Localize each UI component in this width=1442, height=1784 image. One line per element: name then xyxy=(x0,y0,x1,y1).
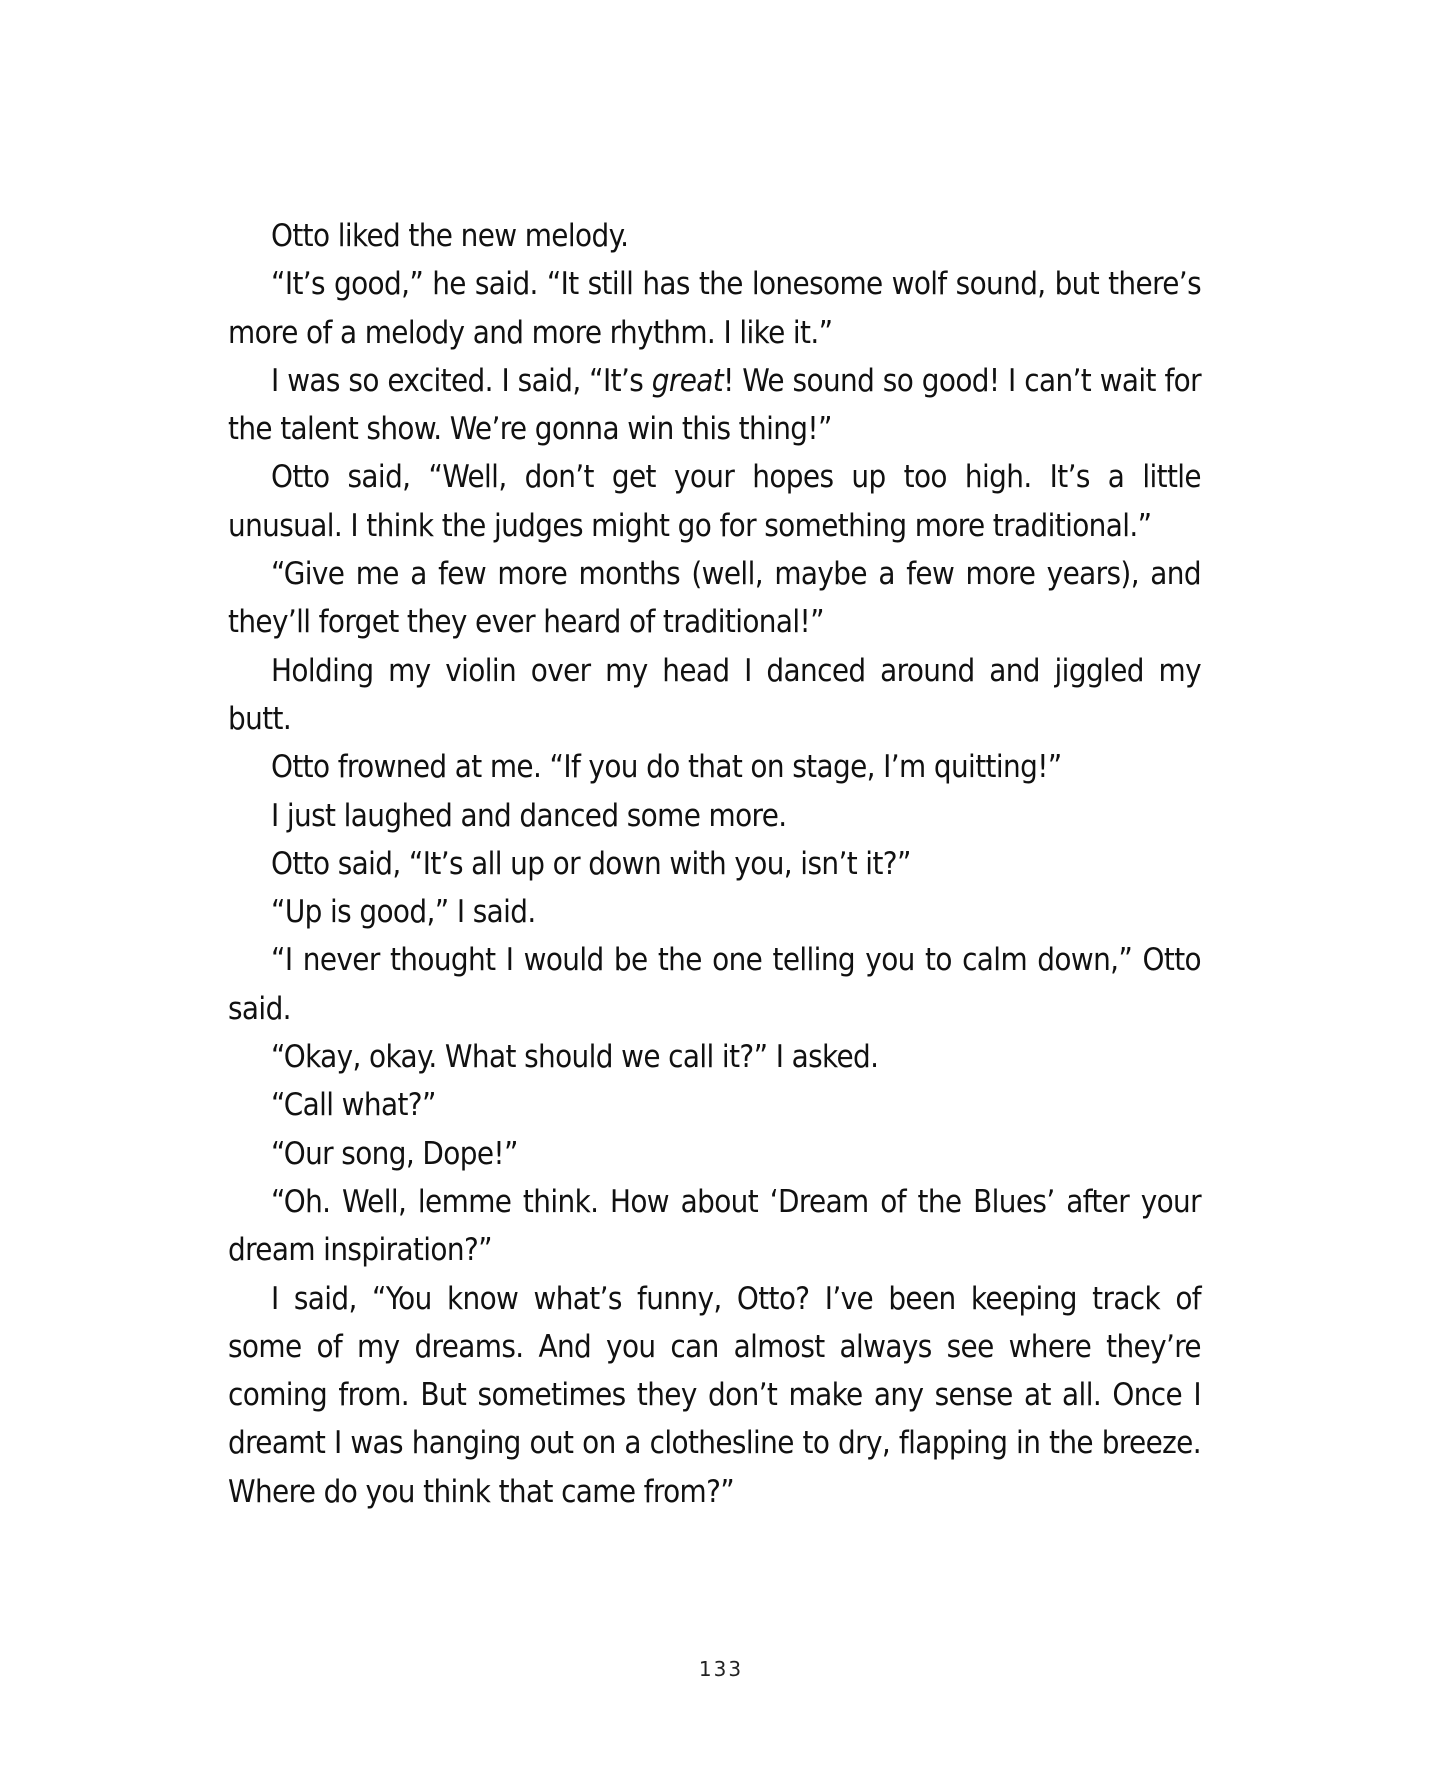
paragraph: “It’s good,” he said. “It still has the lonesome wolf sound, but there’s more of a melody and more rhythm. I like it.” xyxy=(228,266,1201,351)
paragraph: “Give me a few more months (well, maybe a few more years), and they’ll forget they ever heard of traditional!” xyxy=(228,556,1201,641)
emphasis-text: great xyxy=(651,362,724,399)
paragraph: “Call what?” xyxy=(271,1087,436,1124)
paragraph: Otto said, “It’s all up or down with you, isn’t it?” xyxy=(271,845,911,882)
page-number: 133 xyxy=(698,1657,744,1681)
page-body-text xyxy=(228,212,1201,1516)
paragraph: “Our song, Dope!” xyxy=(271,1135,518,1172)
paragraph-segment: ! We sound so good! I can’t wait for the talent show. We’re gonna win this thing!” xyxy=(228,362,1201,448)
paragraph xyxy=(228,357,1201,454)
paragraph: Otto frowned at me. “If you do that on stage, I’m quitting!” xyxy=(271,749,1062,786)
paragraph: Holding my violin over my head I danced around and jiggled my butt. xyxy=(228,652,1201,737)
paragraph: I said, “You know what’s funny, Otto? I’ve been keeping track of some of my dreams. And you can almost always see where they’re coming from. But sometimes they don’t make any sense at all. Once I dreamt I was hanging out on a clothesline to dry, flapping in the breeze. Where do you think that came from?” xyxy=(228,1280,1201,1510)
paragraph: “Oh. Well, lemme think. How about ‘Dream of the Blues’ after your dream inspiration?” xyxy=(228,1183,1201,1269)
paragraph: Otto said, “Well, don’t get your hopes up too high. It’s a little unusual. I think the judges might go for something more traditional.” xyxy=(228,459,1201,544)
paragraph: “I never thought I would be the one telling you to calm down,” Otto said. xyxy=(228,942,1201,1027)
paragraph: I just laughed and danced some more. xyxy=(271,797,787,834)
paragraph: Otto liked the new melody. xyxy=(271,218,629,254)
paragraph-segment: I was so excited. I said, “It’s xyxy=(271,362,652,399)
paragraph: “Okay, okay. What should we call it?” I asked. xyxy=(271,1039,879,1076)
paragraph: “Up is good,” I said. xyxy=(271,894,536,931)
